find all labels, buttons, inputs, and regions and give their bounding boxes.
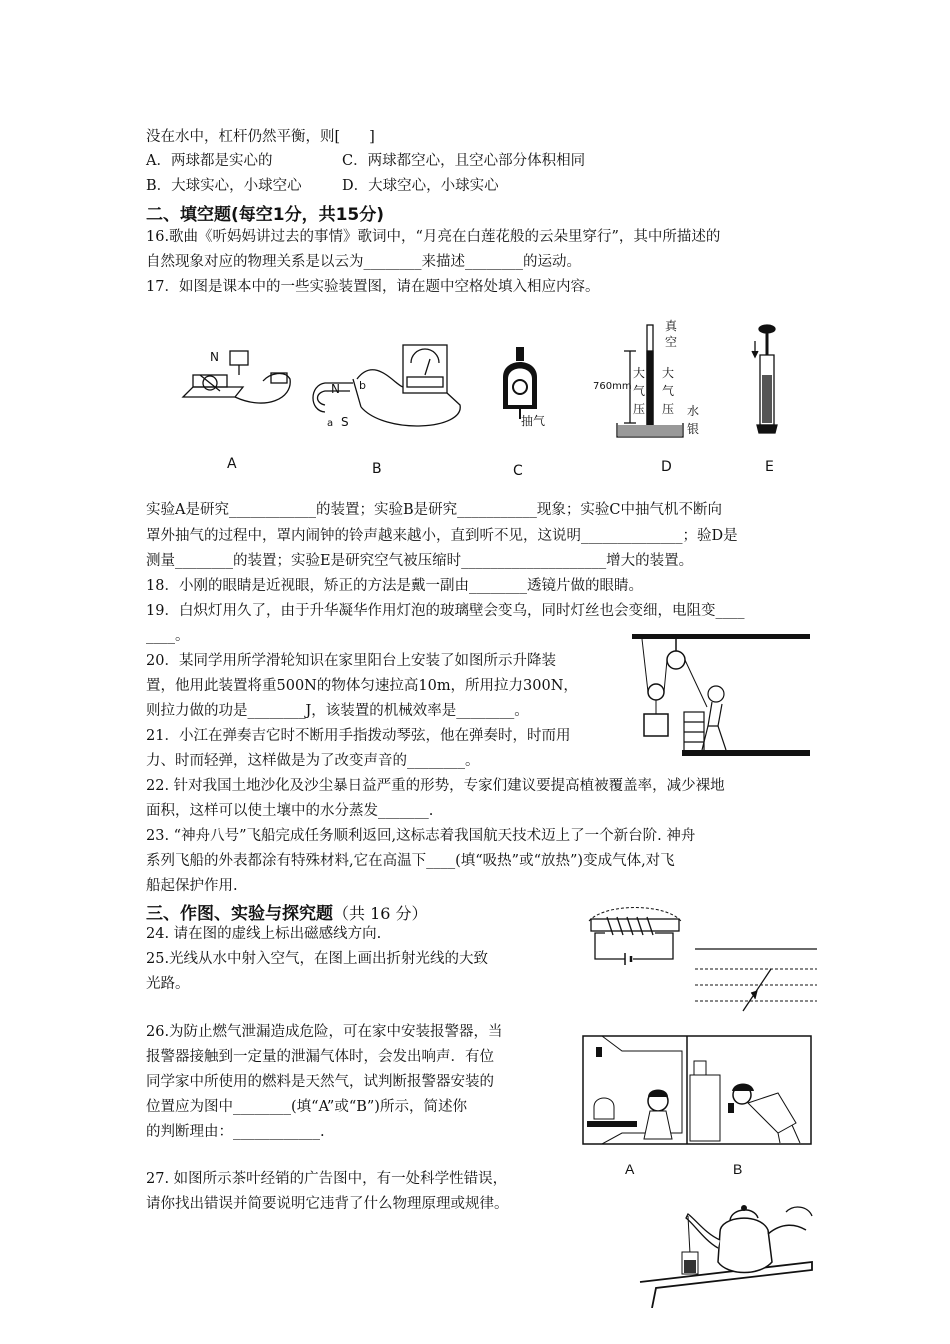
q20-line-3: 则拉力做的功是________J，该装置的机械效率是________。	[146, 703, 529, 719]
figure-c-pump-label: 抽气	[521, 414, 546, 428]
figure-b-b-label: b	[359, 379, 366, 392]
figure-c-bell-jar	[503, 347, 537, 419]
figure-d-atm-left-1: 大	[633, 366, 646, 380]
q25-line-2: 光路。	[146, 976, 190, 992]
q22-line-1: 22. 针对我国土地沙化及沙尘暴日益严重的形势，专家们建议要提高植被覆盖率，减少裸地	[146, 778, 725, 794]
figure-d-atm-left-3: 压	[633, 402, 646, 416]
figure-d-length: 760mm	[593, 381, 632, 392]
q19-line-2: ____。	[146, 628, 190, 644]
q26-line-3: 同学家中所使用的燃料是天然气，试判断报警器安装的	[146, 1074, 494, 1090]
q16-line-1: 16.歌曲《听妈妈讲过去的事情》歌词中，“月亮在白莲花般的云朵里穿行”，其中所描述的	[146, 229, 721, 245]
q25-refraction-figure	[695, 945, 820, 1015]
q17-answer-line-2: 罩外抽气的过程中，罩内闹钟的铃声越来越小，直到听不见，这说明______________；验D是	[146, 528, 738, 544]
figure-a-n-label: N	[210, 350, 219, 364]
q24-solenoid-figure	[585, 903, 685, 969]
figure-d-mercury-1: 水	[687, 404, 700, 418]
q26-line-4: 位置应为图中________(填“A”或“B”)所示，简述你	[146, 1099, 467, 1115]
q17-answer-line-1: 实验A是研究____________的装置；实验B是研究___________现象；实验C中抽气机不断向	[146, 502, 722, 518]
q26-gas-alarm-figure	[582, 1033, 814, 1147]
figure-label-d: D	[661, 459, 672, 475]
figure-e-compression	[752, 325, 777, 433]
q27-line-2: 请你找出错误并简要说明它违背了什么物理原理或规律。	[146, 1196, 509, 1212]
q23-line-1: 23. “神舟八号”飞船完成任务顺利返回,这标志着我国航天技术迈上了一个新台阶. 神舟	[146, 828, 696, 844]
q18-text: 18．小刚的眼睛是近视眼，矫正的方法是戴一副由________透镜片做的眼睛。	[146, 578, 643, 594]
q15-option-c: C．两球都空心，且空心部分体积相同	[342, 153, 586, 169]
q26-line-2: 报警器接触到一定量的泄漏气体时，会发出响声．有位	[146, 1049, 494, 1065]
q26-figure-label-a: A	[625, 1161, 635, 1177]
q27-line-1: 27. 如图所示茶叶经销的广告图中，有一处科学性错误，	[146, 1171, 508, 1187]
section-2-title: 二、填空题(每空1分，共15分)	[146, 205, 385, 225]
q15-option-a: A．两球都是实心的	[146, 153, 273, 169]
q20-line-1: 20．某同学用所学滑轮知识在家里阳台上安装了如图所示升降装	[146, 653, 556, 669]
figure-d-atm-left-2: 气	[633, 384, 646, 398]
q17-line-1: 17．如图是课本中的一些实验装置图，请在题中空格处填入相应内容。	[146, 279, 600, 295]
q15-stem-tail: 没在水中，杠杆仍然平衡，则[ ]	[146, 129, 375, 145]
figure-d-mercury-2: 银	[687, 422, 700, 436]
q17-apparatus-figures	[175, 315, 815, 480]
q15-option-d: D．大球空心，小球实心	[342, 178, 499, 194]
figure-d-vacuum-1: 真	[665, 319, 678, 333]
section-3-title	[146, 899, 428, 924]
q25-line-1: 25.光线从水中射入空气，在图上画出折射光线的大致	[146, 951, 489, 967]
section-3-score: （共 16 分）	[333, 904, 428, 923]
q20-line-2: 置，他用此装置将重500N的物体匀速拉高10m，所用拉力300N，	[146, 678, 578, 694]
q23-line-2: 系列飞船的外表都涂有特殊材料,它在高温下____(填“吸热”或“放热”)变成气体,对飞	[146, 853, 675, 869]
q27-teapot-figure	[636, 1190, 814, 1308]
q21-line-1: 21．小江在弹奏吉它时不断用手指拨动琴弦，他在弹奏时，时而用	[146, 728, 571, 744]
q19-line-1: 19．白炽灯用久了，由于升华凝华作用灯泡的玻璃壁会变乌，同时灯丝也会变细，电阻变____	[146, 603, 745, 619]
figure-d-atm-right-2: 气	[662, 384, 675, 398]
q16-line-2: 自然现象对应的物理关系是以云为________来描述________的运动。	[146, 254, 581, 270]
q26-line-1: 26.为防止燃气泄漏造成危险，可在家中安装报警器，当	[146, 1024, 503, 1040]
figure-a-oersted	[183, 351, 290, 403]
figure-b-n-label: N	[331, 382, 340, 396]
figure-label-c: C	[513, 463, 523, 479]
section-3-title-text: 三、作图、实验与探究题	[146, 904, 333, 924]
figure-b-a-label: a	[327, 418, 334, 429]
q26-line-5: 的判断理由：____________.	[146, 1124, 325, 1140]
figure-b-s-label: S	[341, 415, 349, 429]
figure-d-atm-right-3: 压	[662, 402, 675, 416]
q24-text: 24. 请在图的虚线上标出磁感线方向.	[146, 926, 382, 942]
q26-figure-label-b: B	[733, 1161, 743, 1177]
q23-line-3: 船起保护作用.	[146, 878, 238, 894]
q20-pulley-figure	[632, 632, 812, 760]
q22-line-2: 面积，这样可以使土壤中的水分蒸发_______.	[146, 803, 434, 819]
figure-label-a: A	[227, 456, 237, 472]
figure-label-e: E	[765, 459, 774, 475]
figure-d-atm-right-1: 大	[662, 366, 675, 380]
figure-label-b: B	[372, 461, 382, 477]
q15-option-b: B．大球实心，小球空心	[146, 178, 302, 194]
q21-line-2: 力、时而轻弹，这样做是为了改变声音的________。	[146, 753, 480, 769]
figure-d-vacuum-2: 空	[665, 335, 678, 349]
q17-answer-line-3: 测量________的装置；实验E是研究空气被压缩时____________________增大的装置。	[146, 553, 694, 569]
